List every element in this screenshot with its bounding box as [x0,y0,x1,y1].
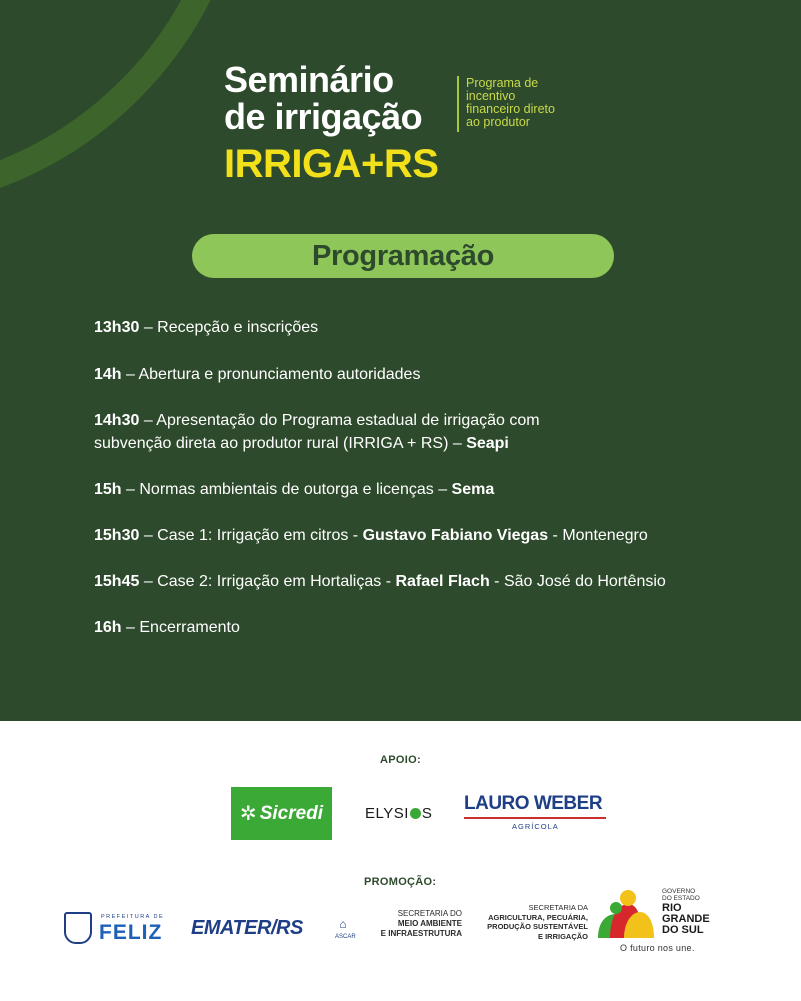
schedule-org: Sema [451,481,495,498]
schedule-speaker: Gustavo Fabiano Viegas [362,527,549,544]
schedule-text: – Encerramento [121,619,240,636]
schedule-item [94,478,744,501]
title-divider [457,76,459,132]
schedule-text: – Recepção e inscrições [139,319,319,336]
feliz-prefeitura: PREFEITURA DE [101,914,165,920]
seapi-line: AGRICULTURA, PECUÁRIA, [488,912,588,922]
rs-government-label [662,888,700,902]
schedule-speaker: Rafael Flach [395,573,490,590]
schedule-text: – Case 2: Irrigação em Hortaliças - [139,573,396,590]
rs-state-name [662,903,710,936]
sicredi-pinwheel-icon: ✲ [239,803,257,825]
schedule-item [94,570,744,593]
feliz-name: FELIZ [99,921,163,944]
subtitle-line: incentivo [466,89,516,103]
schedule-time: 16h [94,619,122,636]
title-line-2: de irrigação [224,96,423,137]
rs-government-logo [596,886,726,956]
section-title-pill [192,234,614,278]
lauro-weber-underline [464,817,606,819]
elysios-name-end: S [421,805,433,822]
rs-name-line: GRANDE [662,913,710,925]
schedule-time: 14h [94,366,122,383]
elysios-o-icon [410,808,421,819]
sicredi-name: Sicredi [259,802,324,824]
schedule-text: – Normas ambientais de outorga e licenças – [121,481,452,498]
lauro-weber-name: LAURO WEBER [464,793,603,814]
schedule-text: subvenção direta ao produtor rural (IRRIGA + RS) – [94,435,467,452]
schedule-text: – Case 1: Irrigação em citros - [139,527,363,544]
title-subtitle [466,77,596,129]
rs-name-line: RIO [662,902,682,914]
elysios-name-start: ELYSI [365,805,409,822]
feliz-logo [64,912,172,946]
subtitle-line: ao produtor [466,115,530,129]
schedule-place: - Montenegro [548,527,648,544]
schedule-time: 15h45 [94,573,140,590]
schedule-item [94,409,744,455]
rs-figures-icon [596,888,656,940]
rs-name-line: DO SUL [662,924,704,936]
schedule-item [94,316,744,339]
emater-logo [191,917,357,943]
emater-ascar: ASCAR [335,934,356,940]
sema-line: MEIO AMBIENTE [397,919,462,928]
sicredi-logo [231,787,332,840]
lauro-weber-sub: AGRÍCOLA [512,822,559,831]
schedule-time: 14h30 [94,412,140,429]
promotion-label: PROMOÇÃO: [364,876,437,888]
sponsors-section [0,721,801,1001]
schedule-time: 15h [94,481,122,498]
seapi-logo [482,903,588,941]
schedule-time: 13h30 [94,319,140,336]
seapi-line: PRODUÇÃO SUSTENTÁVEL [487,922,588,931]
title-line-1: Seminário [224,59,394,100]
subtitle-line: Programa de [466,76,539,90]
ascar-house-icon: ⌂ [339,917,347,931]
title-brand: IRRIGA+RS [224,142,439,186]
emater-name: EMATER/RS [191,917,303,939]
lauro-weber-logo [464,793,606,833]
schedule-org: Seapi [466,435,509,452]
title-block [224,59,624,192]
sema-line: E INFRAESTRUTURA [380,929,462,938]
schedule-text: – Apresentação do Programa estadual de irrigação com [139,412,540,429]
schedule-place: - São José do Hortênsio [489,573,666,590]
rs-slogan: O futuro nos une. [620,943,695,953]
rs-gov-line: GOVERNO [662,888,696,895]
section-title: Programação [311,239,495,272]
seapi-line: E IRRIGAÇÃO [537,931,588,941]
schedule-item [94,524,744,547]
seapi-line: SECRETARIA DA [528,903,588,912]
support-label: APOIO: [380,754,421,766]
sema-line: SECRETARIA DO [397,909,462,918]
schedule-time: 15h30 [94,527,140,544]
sema-logo [372,909,462,939]
schedule-text: – Abertura e pronunciamento autoridades [121,366,421,383]
subtitle-line: financeiro direto [466,102,555,116]
feliz-crest-icon [64,912,92,944]
schedule-item [94,363,744,386]
elysios-logo [365,805,432,822]
schedule-item [94,616,744,639]
rs-gov-line: DO ESTADO [662,895,700,902]
decorative-arc [0,0,252,212]
